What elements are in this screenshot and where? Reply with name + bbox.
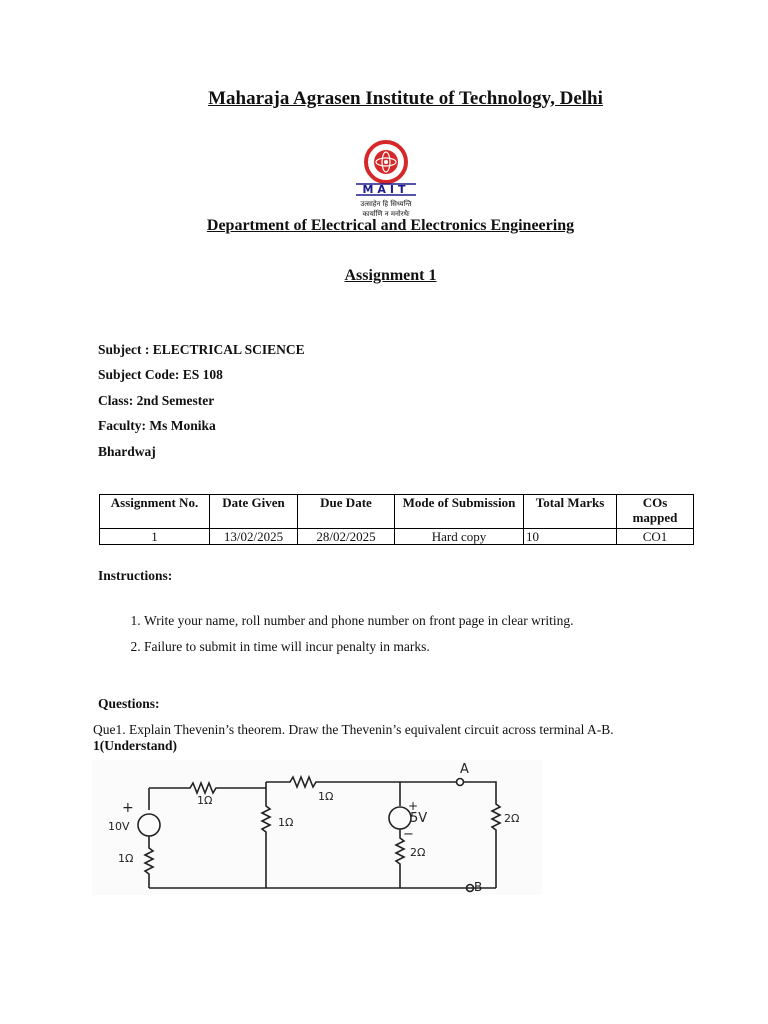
table-header-row <box>100 495 694 529</box>
assignment-details-table <box>99 494 694 545</box>
label-r-source2: 2Ω <box>410 846 426 859</box>
faculty-line-cont: Bhardwaj <box>98 444 156 459</box>
mait-logo <box>348 140 428 220</box>
logo-abbr: MAIT <box>362 183 410 196</box>
table-cell: 10 <box>524 529 617 545</box>
list-item: 2. Failure to submit in time will incur penalty in marks. <box>144 638 573 655</box>
question-1-text: Que1. Explain Thevenin’s theorem. Draw the Thevenin’s equivalent circuit across terminal A-B. <box>93 722 614 737</box>
department-title: Department of Electrical and Electronics Engineering <box>206 217 575 234</box>
subject-code-line: Subject Code: ES 108 <box>98 367 223 382</box>
subject-line: Subject : ELECTRICAL SCIENCE <box>98 342 305 357</box>
table-header: Date Given <box>210 495 298 529</box>
table-header: Assignment No. <box>100 495 210 529</box>
assignment-title: Assignment 1 <box>344 267 437 284</box>
table-row <box>100 529 694 545</box>
plus-sign: + <box>122 800 134 816</box>
table-cell: 1 <box>100 529 210 545</box>
list-item: 1. Write your name, roll number and phone number on front page in clear writing. <box>144 612 573 629</box>
plus-sign: + <box>408 799 419 813</box>
instructions-list <box>112 612 573 664</box>
label-r-top1: 1Ω <box>197 794 213 807</box>
question-1-level: 1(Understand) <box>93 738 178 753</box>
table-header: Due Date <box>298 495 395 529</box>
table-cell: CO1 <box>617 529 694 545</box>
questions-heading: Questions: <box>98 696 160 711</box>
label-r-source: 1Ω <box>118 852 134 865</box>
table-cell: 28/02/2025 <box>298 529 395 545</box>
table-header: Total Marks <box>524 495 617 529</box>
table-header: COs mapped <box>617 495 694 529</box>
label-10v: 10V <box>108 820 130 833</box>
label-r-top2: 1Ω <box>318 790 334 803</box>
table-cell: 13/02/2025 <box>210 529 298 545</box>
instructions-heading: Instructions: <box>98 568 173 583</box>
logo-motto-1: उत्साहेन हि सिध्यन्ति <box>360 200 412 208</box>
institute-title: Maharaja Agrasen Institute of Technology, Delhi <box>208 88 603 109</box>
label-r-middle: 1Ω <box>278 816 294 829</box>
circuit-diagram <box>92 760 542 895</box>
label-terminal-a: A <box>460 762 469 777</box>
question-1 <box>93 722 614 754</box>
minus-sign: − <box>403 827 414 842</box>
class-line: Class: 2nd Semester <box>98 393 215 408</box>
table-header: Mode of Submission <box>395 495 524 529</box>
logo-motto-2: कार्याणि न मनोरथैः <box>362 210 410 218</box>
table-cell: Hard copy <box>395 529 524 545</box>
label-r-load: 2Ω <box>504 812 520 825</box>
faculty-line: Faculty: Ms Monika <box>98 418 216 433</box>
label-terminal-b: B <box>474 880 483 894</box>
label-5v: 5V <box>410 811 428 826</box>
